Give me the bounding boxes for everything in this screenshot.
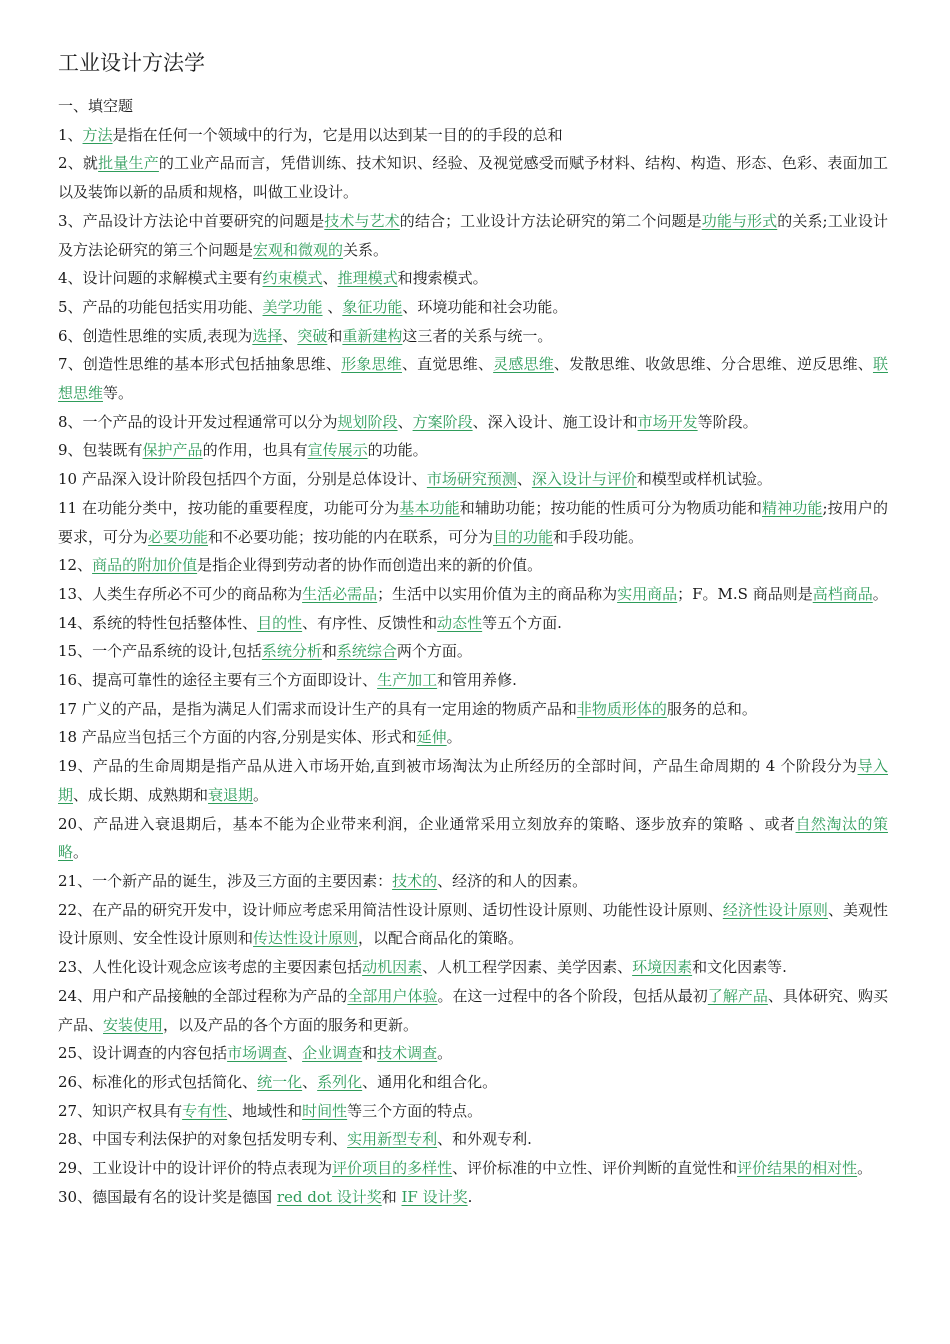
- answer-blank: 了解产品: [707, 986, 768, 1005]
- question-item: [58, 723, 888, 752]
- question-item: [58, 436, 888, 465]
- question-item: [58, 637, 888, 666]
- question-item: [58, 264, 888, 293]
- question-text: 、美观性设计原则、安全性设计原则和: [58, 900, 888, 948]
- question-text: 22、在产品的研究开发中，设计师应考虑采用简洁性设计原则、适切性设计原则、功能性设计原则、: [58, 900, 723, 919]
- question-text: 和辅助功能；按功能的性质可分为物质功能和: [459, 498, 763, 517]
- answer-blank: 商品的附加价值: [92, 556, 198, 575]
- answer-blank: 环境因素: [632, 958, 693, 977]
- question-item: [58, 465, 888, 494]
- question-text: 18 产品应当包括三个方面的内容,分别是实体、形式和: [58, 728, 417, 747]
- answer-blank: 经济性设计原则: [722, 900, 828, 919]
- question-text: ;按用户的要求，可分为: [58, 498, 888, 546]
- question-text: 的功能。: [367, 441, 428, 460]
- question-text: 、通用化和组合化。: [362, 1072, 498, 1091]
- answer-blank: 评价结果的相对性: [737, 1159, 858, 1178]
- question-text: 4、设计问题的求解模式主要有: [58, 269, 263, 288]
- question-text: 12、: [58, 556, 93, 575]
- question-text: 和: [321, 642, 337, 661]
- question-item: [58, 350, 888, 407]
- answer-blank: 宏观和微观的: [253, 240, 344, 259]
- question-text: 等阶段。: [697, 412, 758, 431]
- question-item: [58, 1068, 888, 1097]
- question-text: 20、产品进入衰退期后，基本不能为企业带来利润，企业通常采用立刻放弃的策略、逐步放弃的策略 、或者: [58, 814, 796, 833]
- question-text: 。: [872, 584, 888, 603]
- answer-blank: 衰退期: [208, 785, 254, 804]
- answer-blank: 系统综合: [336, 642, 397, 661]
- question-item: [58, 121, 888, 150]
- answer-blank: 非物质形体的: [576, 699, 667, 718]
- answer-blank: 企业调查: [302, 1044, 363, 1063]
- answer-blank: 推理模式: [337, 269, 398, 288]
- answer-blank: 基本功能: [399, 498, 460, 517]
- question-item: [58, 953, 888, 982]
- answer-blank: 方案阶段: [412, 412, 473, 431]
- answer-blank: 系列化: [317, 1072, 363, 1091]
- answer-blank: 重新建构: [342, 326, 403, 345]
- question-text: 、具体研究、购买产品、: [58, 986, 888, 1034]
- question-text: 、有序性、反馈性和: [302, 613, 438, 632]
- question-text: 29、工业设计中的设计评价的特点表现为: [58, 1159, 333, 1178]
- answer-blank: IF 设计奖: [401, 1187, 468, 1206]
- question-text: 30、德国最有名的设计奖是德国: [58, 1187, 277, 1206]
- question-item: [58, 1097, 888, 1126]
- question-text: 16、提高可靠性的途径主要有三个方面即设计、: [58, 671, 378, 690]
- question-item: [58, 609, 888, 638]
- answer-blank: 市场调查: [227, 1044, 288, 1063]
- question-item: [58, 580, 888, 609]
- question-text: 、成长期、成熟期和: [73, 785, 209, 804]
- question-text: 17 广义的产品，是指为满足人们需求而设计生产的具有一定用途的物质产品和: [58, 699, 577, 718]
- answer-blank: 技术调查: [377, 1044, 438, 1063]
- question-text: 、地域性和: [227, 1101, 303, 1120]
- question-text: 、深入设计、施工设计和: [472, 412, 638, 431]
- question-item: [58, 1125, 888, 1154]
- answer-blank: 导入期: [58, 757, 888, 804]
- question-text: 19、产品的生命周期是指产品从进入市场开始,直到被市场淘汰为止所经历的全部时间，产品生命周期的 4 个阶段分为: [58, 757, 858, 776]
- question-text: ，以及产品的各个方面的服务和更新。: [163, 1015, 419, 1034]
- section-heading: 一、填空题: [58, 97, 134, 115]
- question-text: 和: [327, 326, 343, 345]
- answer-blank: 美学功能: [262, 297, 323, 316]
- answer-blank: 规划阶段: [337, 412, 398, 431]
- answer-blank: 市场研究预测: [426, 470, 517, 489]
- question-text: ，以配合商品化的策略。: [358, 929, 524, 948]
- question-text: 、: [282, 326, 298, 345]
- question-item: [58, 752, 888, 809]
- answer-blank: 安装使用: [103, 1015, 164, 1034]
- question-text: 26、标准化的形式包括简化、: [58, 1072, 258, 1091]
- question-text: 2、就: [58, 154, 99, 173]
- answer-blank: 实用商品: [617, 584, 678, 603]
- question-text: ；F。M.S 商品则是: [677, 584, 813, 603]
- answer-blank: 保护产品: [142, 441, 203, 460]
- answer-blank: 深入设计与评价: [531, 470, 637, 489]
- answer-blank: 目的功能: [493, 527, 554, 546]
- question-item: [58, 551, 888, 580]
- question-text: 6、创造性思维的实质,表现为: [58, 326, 253, 345]
- question-item: [58, 494, 888, 551]
- answer-blank: 延伸: [416, 728, 447, 747]
- answer-blank: 宣传展示: [307, 441, 368, 460]
- question-text: 和搜索模式。: [397, 269, 488, 288]
- answer-blank: 评价项目的多样性: [332, 1159, 453, 1178]
- answer-blank: 时间性: [302, 1101, 348, 1120]
- answer-blank: 突破: [297, 326, 328, 345]
- question-text: 是指企业得到劳动者的协作而创造出来的新的价值。: [197, 556, 543, 575]
- question-text: 的工业产品而言，凭借训练、技术知识、经验、及视觉感受而赋予材料、结构、构造、形态、色彩、表面加工以及装饰以新的品质和规格，叫做工业设计。: [58, 154, 888, 202]
- question-text: 8、一个产品的设计开发过程通常可以分为: [58, 412, 338, 431]
- question-item: [58, 1183, 888, 1212]
- question-text: 、发散思维、收敛思维、分合思维、逆反思维、: [553, 355, 873, 374]
- answer-blank: 生产加工: [377, 671, 438, 690]
- answer-blank: 目的性: [257, 613, 303, 632]
- question-text: 24、用户和产品接触的全部过程称为产品的: [58, 986, 348, 1005]
- question-text: 7、创造性思维的基本形式包括抽象思维、: [58, 355, 342, 374]
- answer-blank: 技术的: [392, 871, 438, 890]
- question-text: 11 在功能分类中，按功能的重要程度，功能可分为: [58, 498, 400, 517]
- question-text: 的作用，也具有: [202, 441, 308, 460]
- question-item: [58, 695, 888, 724]
- question-text: 14、系统的特性包括整体性、: [58, 613, 258, 632]
- question-text: 的关系;工业设计及方法论研究的第三个问题是: [58, 211, 888, 259]
- question-text: 、经济的和人的因素。: [437, 871, 588, 890]
- answer-blank: 系统分析: [261, 642, 322, 661]
- question-item: [58, 982, 888, 1039]
- question-text: 、: [287, 1044, 303, 1063]
- question-text: 、: [322, 297, 343, 316]
- answer-blank: 生活必需品: [302, 584, 378, 603]
- question-text: 、: [322, 269, 338, 288]
- answer-blank: 传达性设计原则: [253, 929, 359, 948]
- question-text: 和模型或样机试验。: [636, 470, 772, 489]
- question-item: [58, 666, 888, 695]
- answer-blank: 约束模式: [262, 269, 323, 288]
- question-text: 。: [857, 1159, 873, 1178]
- answer-blank: 批量生产: [98, 154, 159, 173]
- question-text: 3、产品设计方法论中首要研究的问题是: [58, 211, 325, 230]
- question-text: 。在这一过程中的各个阶段，包括从最初: [437, 986, 708, 1005]
- question-text: 、环境功能和社会功能。: [402, 297, 568, 316]
- question-text: 、直觉思维、: [401, 355, 494, 374]
- question-item: [58, 322, 888, 351]
- question-text: 和手段功能。: [553, 527, 644, 546]
- question-text: 、人机工程学因素、美学因素、: [422, 958, 633, 977]
- question-text: 等三个方面的特点。: [347, 1101, 483, 1120]
- answer-blank: 动机因素: [362, 958, 423, 977]
- question-item: [58, 867, 888, 896]
- question-text: 21、一个新产品的诞生，涉及三方面的主要因素：: [58, 871, 393, 890]
- question-text: 、和外观专利.: [437, 1130, 532, 1149]
- question-text: 10 产品深入设计阶段包括四个方面，分别是总体设计、: [58, 470, 427, 489]
- answer-blank: 必要功能: [148, 527, 209, 546]
- question-text: 等。: [103, 384, 134, 403]
- question-text: 。: [446, 728, 462, 747]
- question-text: 、评价标准的中立性、评价判断的直觉性和: [452, 1159, 738, 1178]
- question-text: 、: [516, 470, 532, 489]
- answer-blank: 技术与艺术: [324, 211, 400, 230]
- answer-blank: 联想思维: [58, 355, 888, 403]
- question-text: 和文化因素等.: [692, 958, 787, 977]
- question-text: 9、包装既有: [58, 441, 143, 460]
- question-text: 。: [73, 843, 89, 862]
- question-item: [58, 810, 888, 867]
- question-text: 和: [381, 1187, 402, 1206]
- question-item: [58, 1039, 888, 1068]
- question-text: 和管用养修.: [437, 671, 517, 690]
- question-text: 关系。: [343, 240, 389, 259]
- question-text: 服务的总和。: [666, 699, 757, 718]
- question-item: [58, 896, 888, 953]
- question-text: 两个方面。: [396, 642, 472, 661]
- question-text: 、: [397, 412, 413, 431]
- question-text: 的结合；工业设计方法论研究的第二个问题是: [399, 211, 702, 230]
- question-text: 25、设计调查的内容包括: [58, 1044, 228, 1063]
- question-list: [58, 121, 888, 1212]
- question-text: 、: [302, 1072, 318, 1091]
- question-item: [58, 207, 888, 264]
- question-text: 。: [437, 1044, 453, 1063]
- question-text: ；生活中以实用价值为主的商品称为: [377, 584, 618, 603]
- answer-blank: 高档商品: [812, 584, 873, 603]
- answer-blank: 选择: [252, 326, 283, 345]
- question-text: 23、人性化设计观念应该考虑的主要因素包括: [58, 958, 363, 977]
- question-text: 28、中国专利法保护的对象包括发明专利、: [58, 1130, 348, 1149]
- document-title: 工业设计方法学: [58, 51, 205, 75]
- answer-blank: 全部用户体验: [347, 986, 438, 1005]
- answer-blank: 自然淘汰的策略: [58, 814, 888, 862]
- answer-blank: 专有性: [182, 1101, 228, 1120]
- question-text: 15、一个产品系统的设计,包括: [58, 642, 262, 661]
- answer-blank: 实用新型专利: [347, 1130, 438, 1149]
- question-text: 和不必要功能；按功能的内在联系，可分为: [208, 527, 494, 546]
- answer-blank: 市场开发: [637, 412, 698, 431]
- answer-blank: 象征功能: [342, 297, 403, 316]
- question-text: .: [467, 1187, 473, 1206]
- answer-blank: 动态性: [437, 613, 483, 632]
- answer-blank: 精神功能: [762, 498, 823, 517]
- question-text: 5、产品的功能包括实用功能、: [58, 297, 263, 316]
- answer-blank: 方法: [82, 125, 113, 144]
- question-text: 27、知识产权具有: [58, 1101, 183, 1120]
- question-item: [58, 149, 888, 206]
- question-text: 等五个方面.: [482, 613, 562, 632]
- question-text: 这三者的关系与统一。: [402, 326, 553, 345]
- answer-blank: 功能与形式: [701, 211, 778, 230]
- document-page: [58, 48, 888, 1211]
- question-text: 。: [253, 785, 269, 804]
- question-text: 是指在任何一个领域中的行为，它是用以达到某一目的的手段的总和: [112, 125, 563, 144]
- question-text: 和: [362, 1044, 378, 1063]
- question-item: [58, 1154, 888, 1183]
- question-item: [58, 408, 888, 437]
- question-text: 13、人类生存所必不可少的商品称为: [58, 584, 303, 603]
- answer-blank: 灵感思维: [493, 355, 554, 374]
- question-text: 1、: [58, 125, 83, 144]
- answer-blank: 形象思维: [341, 355, 402, 374]
- answer-blank: red dot 设计奖: [276, 1187, 382, 1206]
- question-item: [58, 293, 888, 322]
- answer-blank: 统一化: [257, 1072, 303, 1091]
